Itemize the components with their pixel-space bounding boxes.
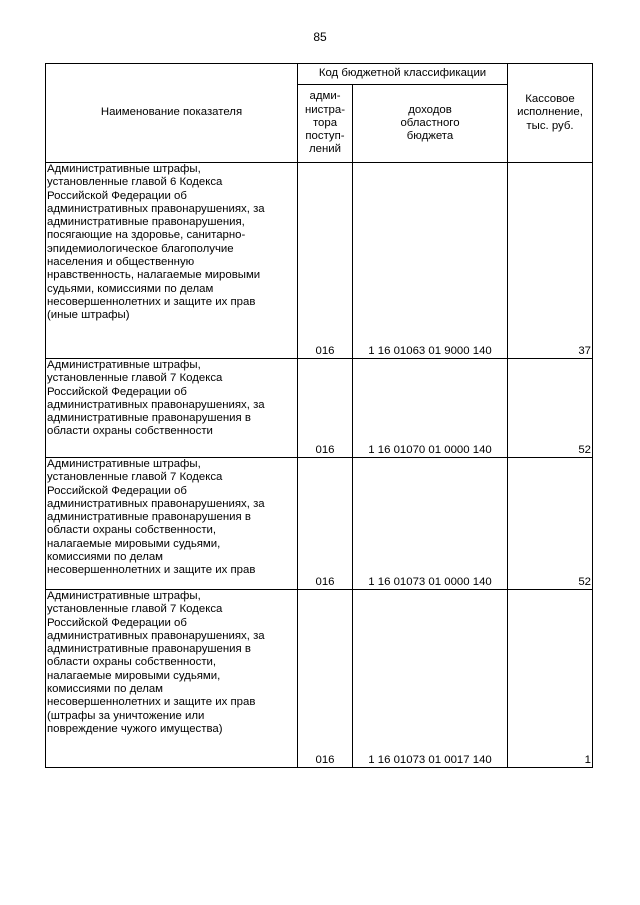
admin-code: 016 [298,359,353,458]
amount: 52 [508,359,593,458]
table-row [46,359,593,458]
amount: 1 [508,590,593,768]
amount: 37 [508,163,593,359]
header-indicator-name: Наименование показателя [46,64,298,163]
income-code: 1 16 01073 01 0000 140 [353,458,508,590]
header-code-group: Код бюджетной классификации [298,64,508,85]
table-row [46,590,593,768]
admin-code: 016 [298,163,353,359]
income-code: 1 16 01073 01 0017 140 [353,590,508,768]
income-code: 1 16 01063 01 9000 140 [353,163,508,359]
table-row [46,163,593,359]
amount: 52 [508,458,593,590]
header-income-code: доходов областного бюджета [353,85,508,163]
budget-table [45,63,593,768]
header-admin-code: адми- нистра- тора поступ- лений [298,85,353,163]
income-code: 1 16 01070 01 0000 140 [353,359,508,458]
table-row [46,458,593,590]
header-amount: Кассовое исполнение, тыс. руб. [508,64,593,163]
page-number: 85 [313,30,327,44]
admin-code: 016 [298,458,353,590]
indicator-name: Административные штрафы, установленные главой 7 Кодекса Российской Федерации об административных правонарушениях, за административные правонарушения в области охраны собственности, налагаемые мировыми судьями, комиссиями по делам несовершеннолетних и защите их прав [46,458,298,590]
indicator-name: Административные штрафы, установленные главой 6 Кодекса Российской Федерации об административных правонарушениях, за административные правонарушения, посягающие на здоровье, санитарно- эпидемиологическое благополучие населения и общественную нравственность, налагаемые мировыми судьями, комиссиями по делам несовершеннолетних и защите их прав (иные штрафы) [46,163,298,359]
indicator-name: Административные штрафы, установленные главой 7 Кодекса Российской Федерации об административных правонарушениях, за административные правонарушения в области охраны собственности [46,359,298,458]
indicator-name: Административные штрафы, установленные главой 7 Кодекса Российской Федерации об административных правонарушениях, за административные правонарушения в области охраны собственности, налагаемые мировыми судьями, комиссиями по делам несовершеннолетних и защите их прав (штрафы за уничтожение или повреждение чужого имущества) [46,590,298,768]
admin-code: 016 [298,590,353,768]
